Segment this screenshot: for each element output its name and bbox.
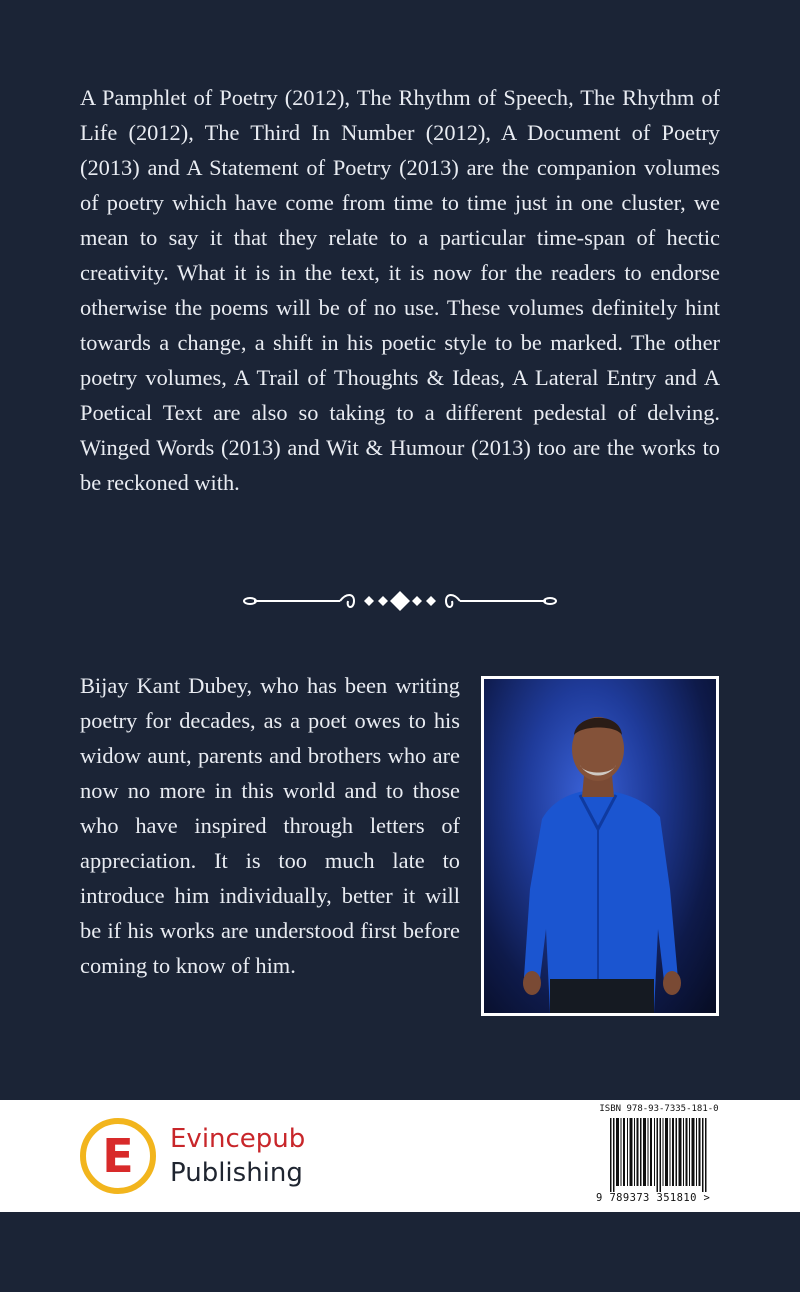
isbn-barcode	[596, 1104, 722, 1208]
publisher-subname: Publishing	[170, 1158, 303, 1188]
author-photo	[481, 676, 719, 1016]
author-bio: Bijay Kant Dubey, who has been writing poetry for decades, as a poet owes to his widow aunt, parents and brothers who are now no more in this world and to those who have inspired through letters of appreciation. It is too much late to introduce him individually, better it will be if his works are understood first before coming to know of him.	[80, 673, 460, 978]
publisher-band	[0, 1100, 800, 1212]
back-cover-blurb: A Pamphlet of Poetry (2012), The Rhythm of Speech, The Rhythm of Life (2012), The Third In Number (2012), A Document of Poetry (2013) and A Statement of Poetry (2013) are the companion volumes of poetry which have come from time to time just in one cluster, we mean to say it that they relate to a particular time-span of hectic creativity. What it is in the text, it is now for the readers to endorse otherwise the poems will be of no use. These volumes definitely hint towards a change, a shift in his poetic style to be marked. The other poetry volumes, A Trail of Thoughts & Ideas, A Lateral Entry and A Poetical Text are also so taking to a different pedestal of delving. Winged Words (2013) and Wit & Humour (2013) too are the works to be reckoned with.	[80, 85, 720, 495]
isbn-digits: 9 789373 351810 >	[596, 1192, 711, 1204]
publisher-name: Evincepub	[170, 1124, 306, 1154]
logo-letter: E	[102, 1129, 134, 1183]
isbn-label: ISBN 978-93-7335-181-0	[599, 1104, 719, 1114]
ornamental-divider	[240, 588, 560, 614]
publisher-logo	[80, 1116, 320, 1198]
barcode-icon	[610, 1118, 710, 1192]
